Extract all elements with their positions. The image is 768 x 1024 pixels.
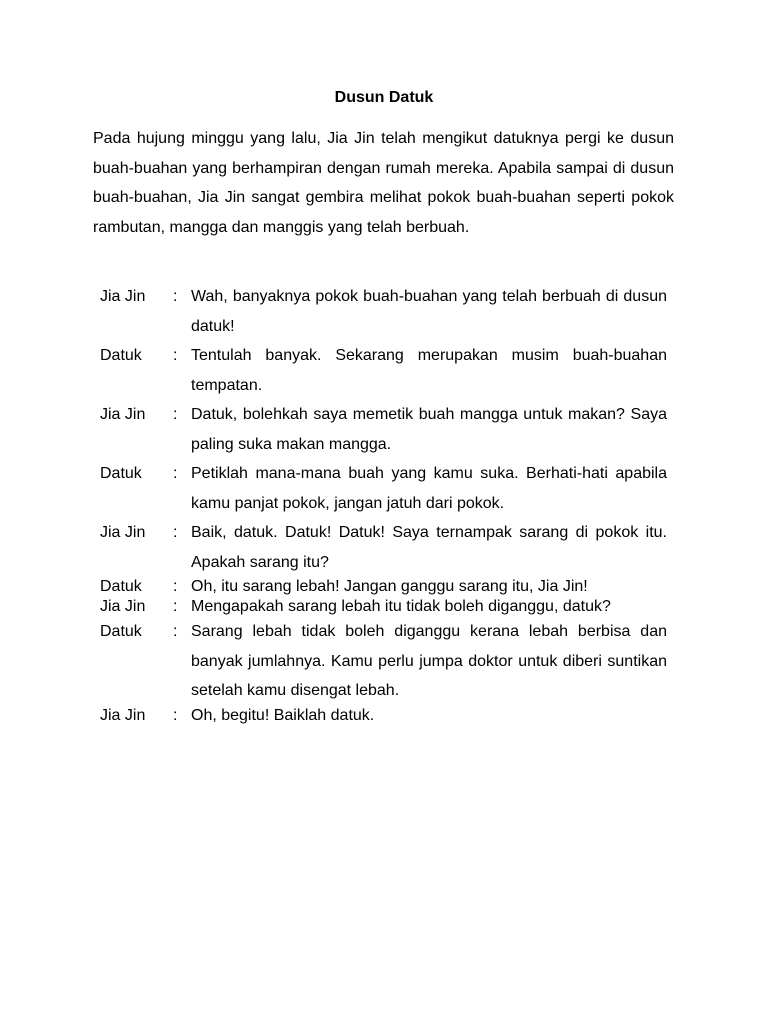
speaker-separator: : (173, 623, 178, 640)
speaker-name: Datuk (100, 465, 142, 482)
dialogue-text: Tentulah banyak. Sekarang merupakan musim buah-buahan tempatan. (191, 347, 667, 394)
dialogue-line (100, 577, 667, 597)
dialogue-line (100, 400, 667, 459)
dialogue-text: Datuk, bolehkah saya memetik buah mangga untuk makan? Saya paling suka makan mangga. (191, 406, 667, 453)
dialogue-line (100, 459, 667, 518)
dialogue-text: Oh, itu sarang lebah! Jangan ganggu sarang itu, Jia Jin! (191, 578, 588, 595)
dialogue-line (100, 597, 667, 617)
speaker-separator: : (173, 524, 178, 541)
dialogue-line (100, 706, 667, 726)
speaker-separator: : (173, 465, 178, 482)
dialogue-line (100, 518, 667, 577)
dialogue-line (100, 282, 667, 341)
speaker-separator: : (173, 706, 178, 724)
speaker-name: Jia Jin (100, 524, 146, 541)
speaker-separator: : (173, 598, 178, 615)
dialogue-text: Petiklah mana-mana buah yang kamu suka. Berhati-hati apabila kamu panjat pokok, jangan jatuh dari pokok. (191, 465, 667, 512)
speaker-name: Jia Jin (100, 288, 146, 305)
speaker-name: Jia Jin (100, 706, 146, 724)
speaker-name: Jia Jin (100, 406, 146, 423)
dialogue-text: Mengapakah sarang lebah itu tidak boleh diganggu, datuk? (191, 598, 611, 615)
speaker-separator: : (173, 288, 178, 305)
dialogue-text: Sarang lebah tidak boleh diganggu kerana lebah berbisa dan banyak jumlahnya. Kamu perlu jumpa doktor untuk diberi suntikan setelah kamu disengat lebah. (191, 623, 667, 699)
dialogue-list (100, 282, 667, 726)
dialogue-text: Wah, banyaknya pokok buah-buahan yang telah berbuah di dusun datuk! (191, 288, 667, 335)
speaker-separator: : (173, 347, 178, 364)
dialogue-line (100, 341, 667, 400)
dialogue-text: Baik, datuk. Datuk! Datuk! Saya ternampak sarang di pokok itu. Apakah sarang itu? (191, 524, 667, 571)
speaker-name: Datuk (100, 347, 142, 364)
document-title: Dusun Datuk (334, 89, 434, 106)
speaker-separator: : (173, 406, 178, 423)
intro-paragraph: Pada hujung minggu yang lalu, Jia Jin telah mengikut datuknya pergi ke dusun buah-buahan yang berhampiran dengan rumah mereka. Apabila sampai di dusun buah-buahan, Jia Jin sangat gembira melihat pokok buah-buahan seperti pokok rambutan, mangga dan manggis yang telah berbuah. (93, 130, 674, 236)
dialogue-text: Oh, begitu! Baiklah datuk. (191, 706, 375, 724)
speaker-separator: : (173, 578, 178, 595)
speaker-name: Datuk (100, 578, 142, 595)
dialogue-line (100, 617, 667, 706)
speaker-name: Jia Jin (100, 598, 146, 615)
speaker-name: Datuk (100, 623, 142, 640)
